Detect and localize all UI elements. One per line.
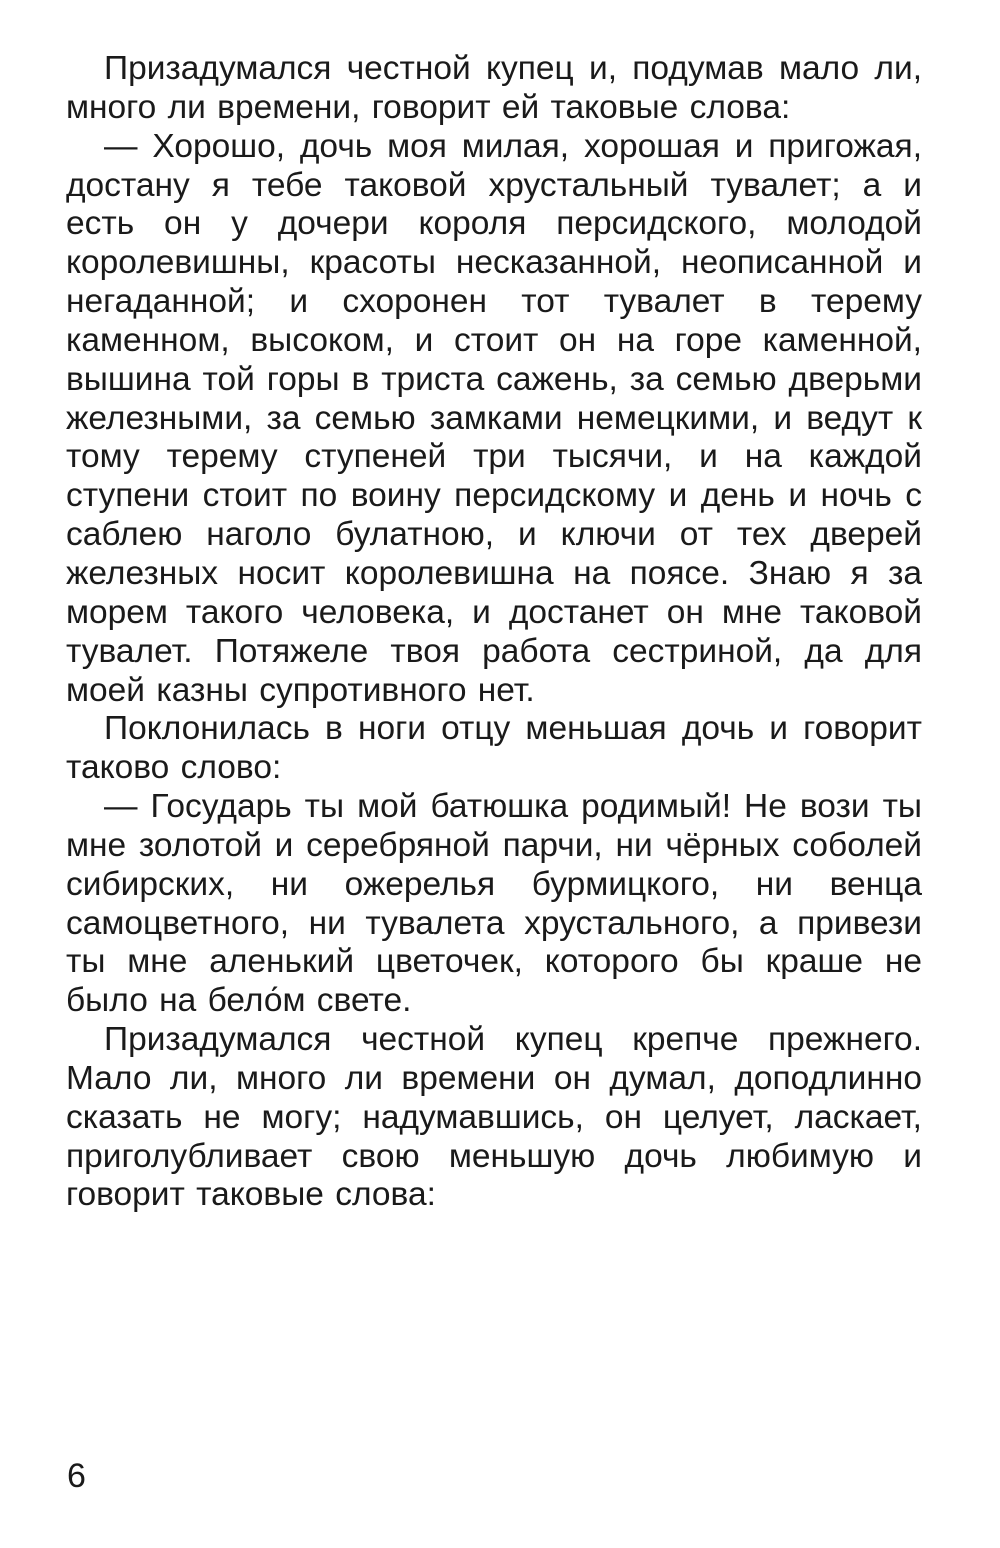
page-number: 6 xyxy=(67,1457,86,1495)
paragraph-1: Призадумался честной купец и, подумав мало ли, много ли времени, говорит ей таковые слова: xyxy=(66,50,922,126)
paragraph-2: — Хорошо, дочь моя милая, хорошая и пригожая, достану я тебе таковой хрустальный тувалет; а и есть он у дочери короля персидского, молодой королевишны, красоты несказанной, неописанной и негаданной; и схоронен тот тувалет в терему каменном, высоком, и стоит он на горе каменной, вышина той горы в триста сажень, за семью дверьми железными, за семью замками немецкими, и ведут к тому терему ступеней три тысячи, и на каждой ступени стоит по воину персидскому и день и ночь с саблею наголо булатною, и ключи от тех дверей железных носит королевишна на поясе. Знаю я за морем такого человека, и достанет он мне таковой тувалет. Потяжеле твоя работа сестриной, да для моей казны супротивного нет. xyxy=(66,127,922,709)
page-text xyxy=(66,50,922,1215)
paragraph-5: Призадумался честной купец крепче прежнего. Мало ли, много ли времени он думал, доподлинно сказать не могу; надумавшись, он целует, ласкает, приголубливает свою меньшую дочь любимую и говорит таковые слова: xyxy=(66,1021,922,1214)
paragraph-3: Поклонилась в ноги отцу меньшая дочь и говорит таково слово: xyxy=(66,710,922,787)
paragraph-4: — Государь ты мой батюшка родимый! Не вози ты мне золотой и серебряной парчи, ни чёрных соболей сибирских, ни ожерелья бурмицкого, ни венца самоцветного, ни тувалета хрустального, а привези ты мне аленький цветочек, которого бы краше не было на бело́м свете. xyxy=(66,788,922,1020)
